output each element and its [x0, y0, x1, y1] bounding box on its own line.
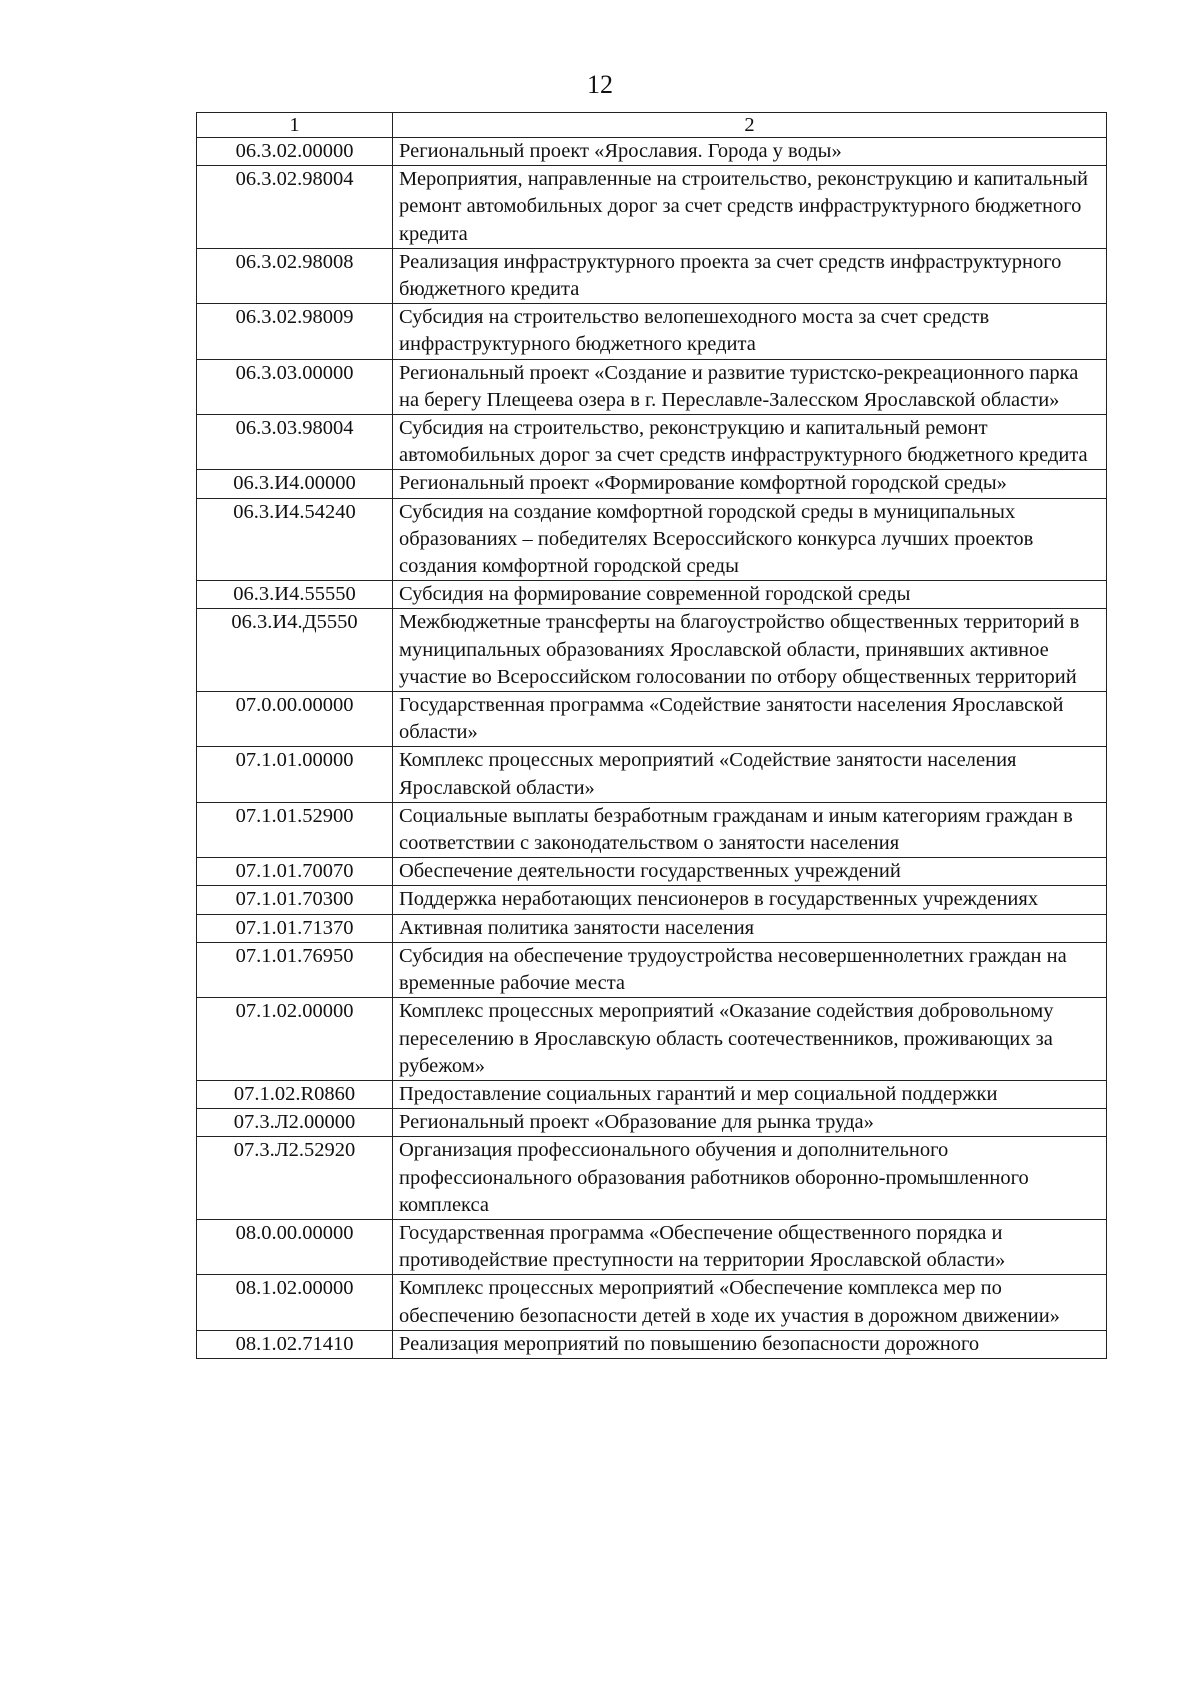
table-row: [197, 498, 1107, 581]
row-name: Региональный проект «Образование для рынка труда»: [393, 1109, 1107, 1137]
row-code: 06.3.И4.54240: [197, 498, 393, 581]
row-code: 06.3.03.98004: [197, 415, 393, 470]
row-code: 06.3.И4.Д5550: [197, 609, 393, 692]
column-header-code: 1: [197, 113, 393, 138]
row-name: Межбюджетные трансферты на благоустройство общественных территорий в муниципальных образованиях Ярославской области, принявших активное участие во Всероссийском голосовании по отбору общественных территорий: [393, 609, 1107, 692]
table-row: [197, 692, 1107, 747]
row-name: Предоставление социальных гарантий и мер социальной поддержки: [393, 1080, 1107, 1108]
table-row: [197, 802, 1107, 857]
row-name: Поддержка неработающих пенсионеров в государственных учреждениях: [393, 886, 1107, 914]
row-code: 08.1.02.00000: [197, 1275, 393, 1330]
row-code: 06.3.И4.55550: [197, 581, 393, 609]
table-row: [197, 998, 1107, 1081]
row-name: Активная политика занятости населения: [393, 914, 1107, 942]
row-name: Комплекс процессных мероприятий «Содействие занятости населения Ярославской области»: [393, 747, 1107, 802]
table-row: [197, 858, 1107, 886]
row-code: 06.3.02.98004: [197, 166, 393, 249]
table-row: [197, 1109, 1107, 1137]
row-name: Государственная программа «Содействие занятости населения Ярославской области»: [393, 692, 1107, 747]
table-row: [197, 1219, 1107, 1274]
row-code: 07.1.01.70300: [197, 886, 393, 914]
table-row: [197, 248, 1107, 303]
row-name: Региональный проект «Ярославия. Города у воды»: [393, 138, 1107, 166]
row-code: 06.3.02.98008: [197, 248, 393, 303]
page-number: 12: [587, 70, 613, 99]
row-name: Субсидия на строительство велопешеходного моста за счет средств инфраструктурного бюджетного кредита: [393, 304, 1107, 359]
row-code: 06.3.02.00000: [197, 138, 393, 166]
table-row: [197, 415, 1107, 470]
table-row: [197, 747, 1107, 802]
table-row: [197, 1330, 1107, 1358]
table-row: [197, 166, 1107, 249]
row-name: Организация профессионального обучения и дополнительного профессионального образования работников оборонно-промышленного комплекса: [393, 1137, 1107, 1220]
row-name: Комплекс процессных мероприятий «Оказание содействия добровольному переселению в Ярославскую область соотечественников, проживающих за рубежом»: [393, 998, 1107, 1081]
row-code: 06.3.И4.00000: [197, 470, 393, 498]
table-row: [197, 1137, 1107, 1220]
table-row: [197, 138, 1107, 166]
table-row: [197, 914, 1107, 942]
table-row: [197, 609, 1107, 692]
row-code: 07.1.01.76950: [197, 942, 393, 997]
table-row: [197, 942, 1107, 997]
row-name: Региональный проект «Создание и развитие туристско-рекреационного парка на берегу Плещеева озера в г. Переславле-Залесском Ярославской области»: [393, 359, 1107, 414]
row-code: 06.3.03.00000: [197, 359, 393, 414]
row-code: 07.3.Л2.00000: [197, 1109, 393, 1137]
table-row: [197, 304, 1107, 359]
row-code: 08.0.00.00000: [197, 1219, 393, 1274]
table-row: [197, 886, 1107, 914]
row-code: 07.1.01.70070: [197, 858, 393, 886]
row-name: Обеспечение деятельности государственных учреждений: [393, 858, 1107, 886]
table-header-row: [197, 113, 1107, 138]
row-name: Социальные выплаты безработным гражданам и иным категориям граждан в соответствии с законодательством о занятости населения: [393, 802, 1107, 857]
table-row: [197, 581, 1107, 609]
row-name: Мероприятия, направленные на строительство, реконструкцию и капитальный ремонт автомобильных дорог за счет средств инфраструктурного бюджетного кредита: [393, 166, 1107, 249]
row-name: Субсидия на обеспечение трудоустройства несовершеннолетних граждан на временные рабочие места: [393, 942, 1107, 997]
row-name: Комплекс процессных мероприятий «Обеспечение комплекса мер по обеспечению безопасности детей в ходе их участия в дорожном движении»: [393, 1275, 1107, 1330]
table-row: [197, 1080, 1107, 1108]
table-row: [197, 1275, 1107, 1330]
budget-code-table: [196, 112, 1107, 1359]
row-name: Субсидия на формирование современной городской среды: [393, 581, 1107, 609]
row-name: Субсидия на создание комфортной городской среды в муниципальных образованиях – победителях Всероссийского конкурса лучших проектов создания комфортной городской среды: [393, 498, 1107, 581]
row-code: 06.3.02.98009: [197, 304, 393, 359]
row-name: Региональный проект «Формирование комфортной городской среды»: [393, 470, 1107, 498]
row-name: Реализация мероприятий по повышению безопасности дорожного: [393, 1330, 1107, 1358]
row-name: Субсидия на строительство, реконструкцию и капитальный ремонт автомобильных дорог за счет средств инфраструктурного бюджетного кредита: [393, 415, 1107, 470]
row-code: 08.1.02.71410: [197, 1330, 393, 1358]
row-code: 07.3.Л2.52920: [197, 1137, 393, 1220]
table-row: [197, 470, 1107, 498]
row-name: Реализация инфраструктурного проекта за счет средств инфраструктурного бюджетного кредита: [393, 248, 1107, 303]
row-code: 07.1.01.52900: [197, 802, 393, 857]
row-code: 07.1.02.00000: [197, 998, 393, 1081]
row-code: 07.1.01.71370: [197, 914, 393, 942]
row-code: 07.1.01.00000: [197, 747, 393, 802]
row-code: 07.1.02.R0860: [197, 1080, 393, 1108]
column-header-name: 2: [393, 113, 1107, 138]
row-name: Государственная программа «Обеспечение общественного порядка и противодействие преступности на территории Ярославской области»: [393, 1219, 1107, 1274]
table-row: [197, 359, 1107, 414]
row-code: 07.0.00.00000: [197, 692, 393, 747]
